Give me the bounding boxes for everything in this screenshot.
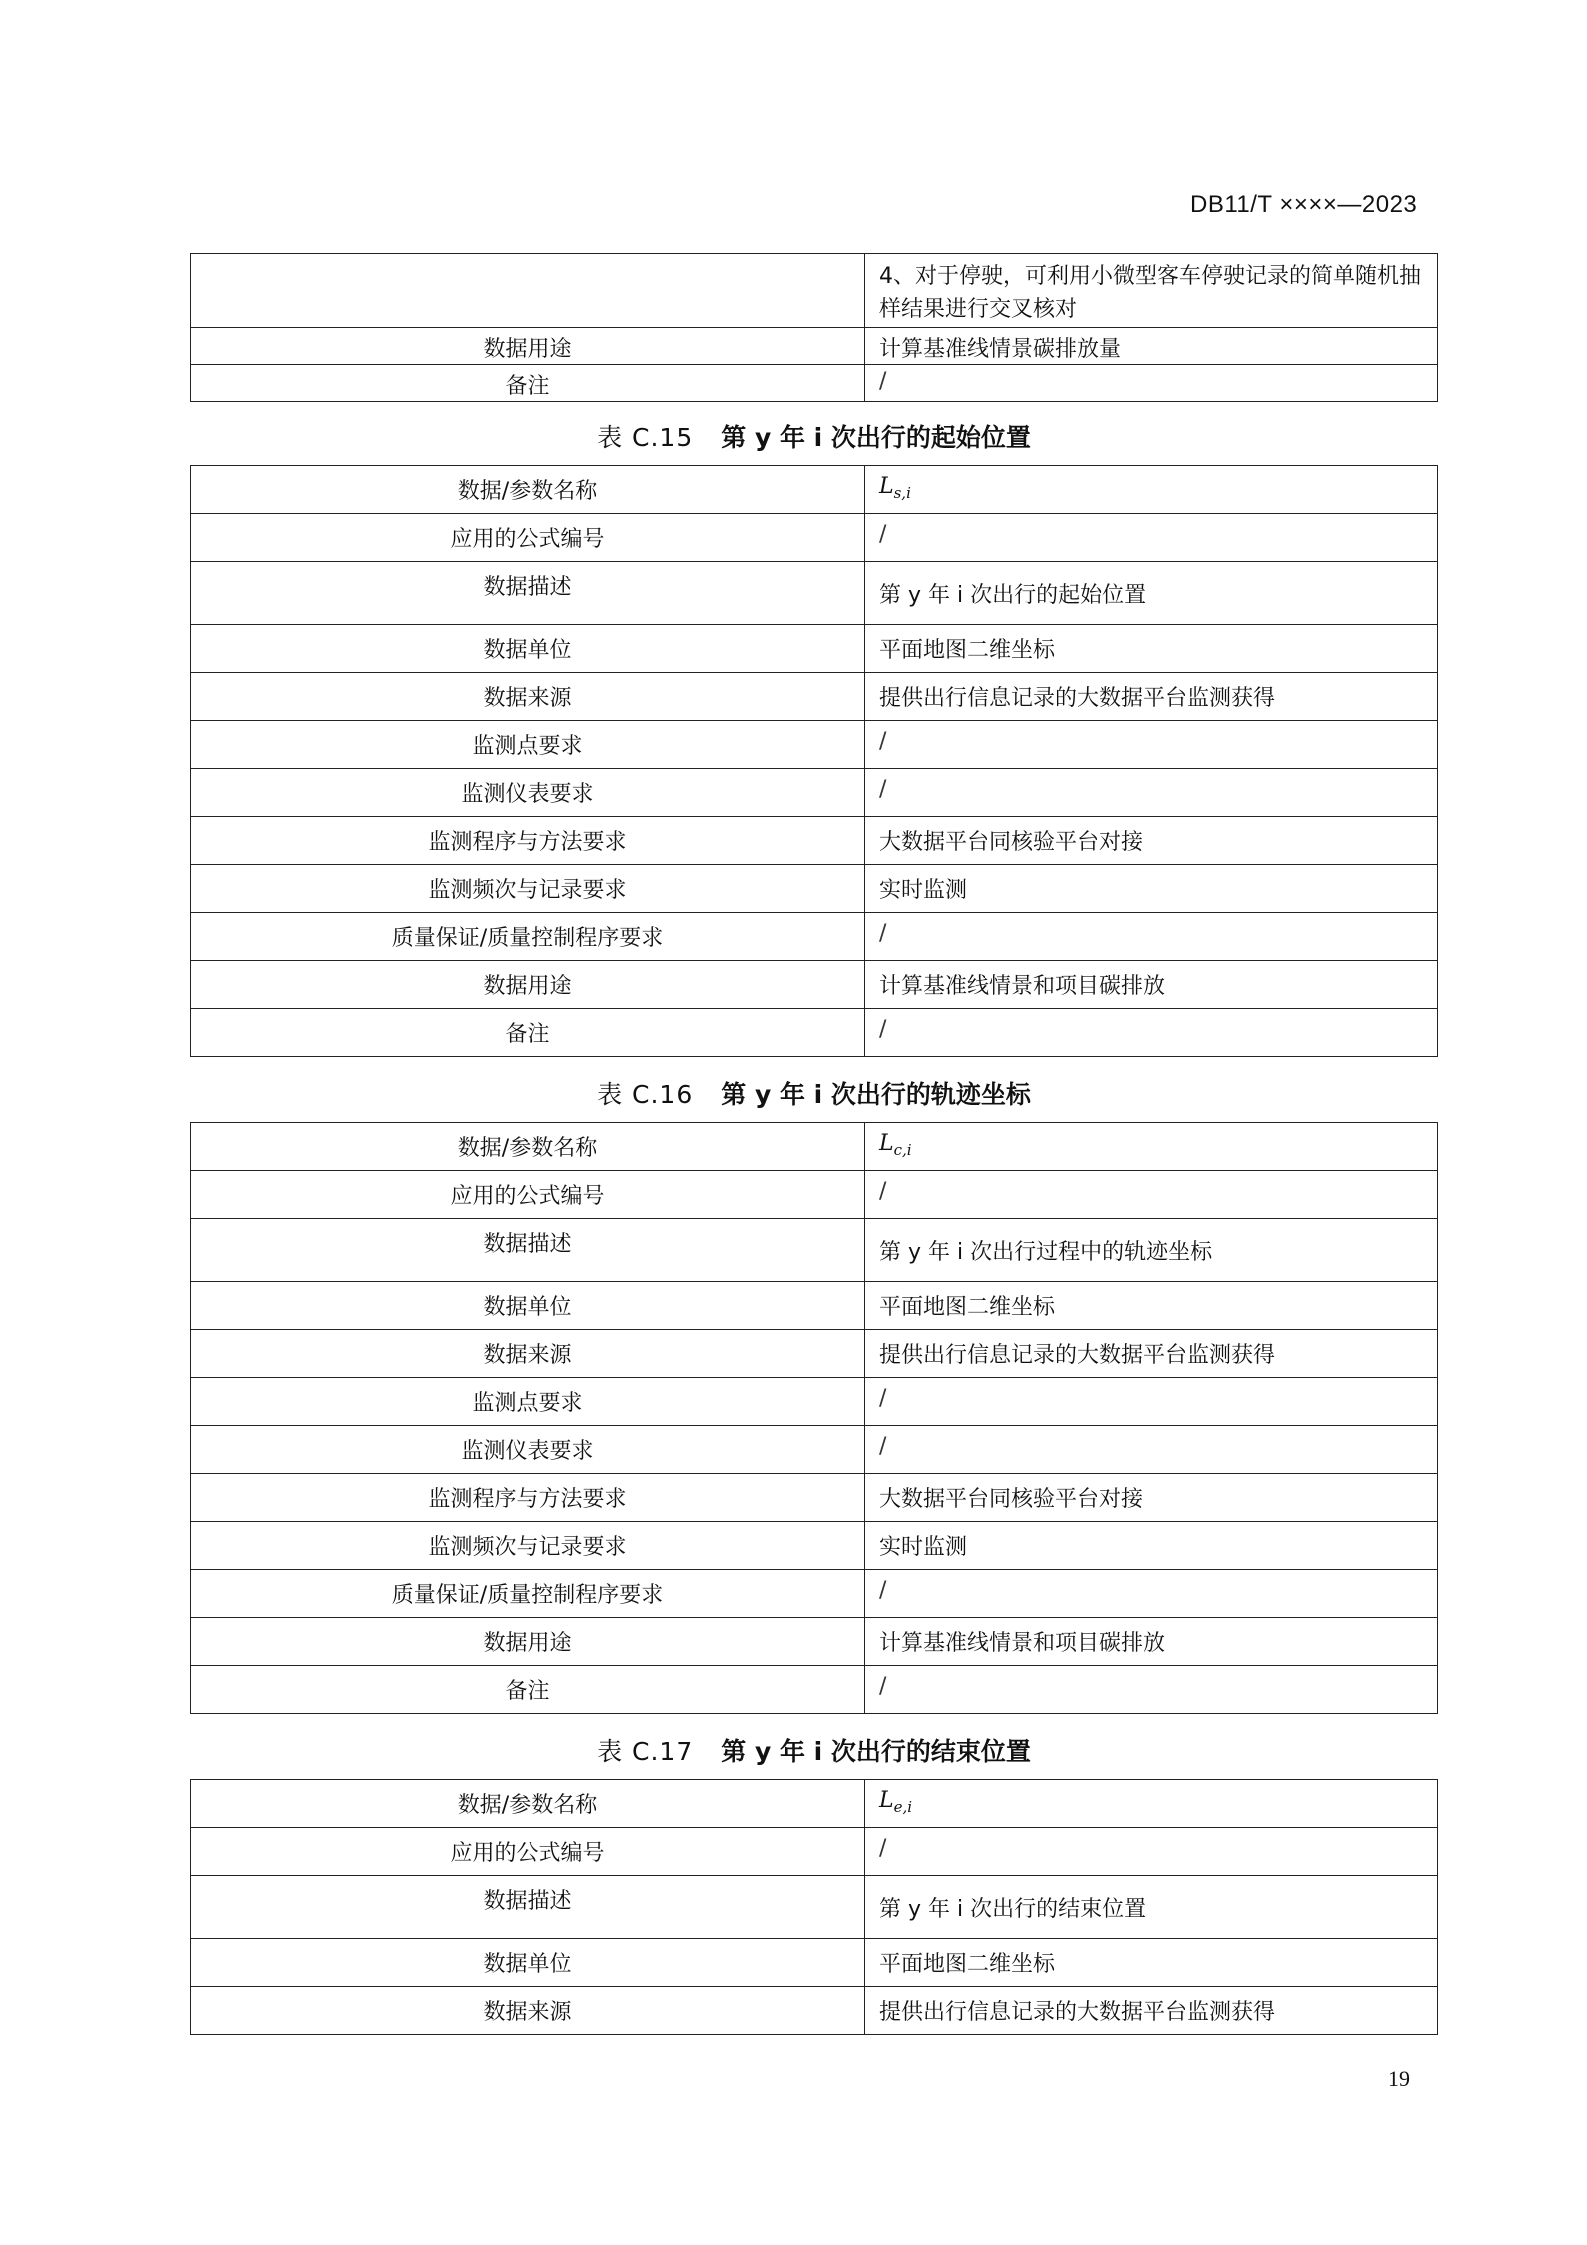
table-number: 表 C.17 — [597, 1737, 694, 1766]
row-value: 4、对于停驶，可利用小微型客车停驶记录的简单随机抽样结果进行交叉核对 — [865, 254, 1438, 328]
table-row — [191, 514, 1438, 562]
table-row — [191, 1780, 1438, 1828]
row-label: 应用的公式编号 — [191, 514, 865, 562]
table-caption — [190, 1075, 1438, 1111]
row-value: / — [865, 913, 1438, 961]
parameter-symbol: $L_{e,i}$ — [865, 1780, 1438, 1828]
row-value: 第 y 年 i 次出行的起始位置 — [865, 562, 1438, 625]
table-c16 — [190, 1122, 1438, 1714]
table-row — [191, 769, 1438, 817]
parameter-symbol: $L_{c,i}$ — [865, 1123, 1438, 1171]
row-label: 数据描述 — [191, 1876, 865, 1939]
table-row — [191, 721, 1438, 769]
row-label: 数据单位 — [191, 1282, 865, 1330]
row-label: 备注 — [191, 365, 865, 402]
row-value: 提供出行信息记录的大数据平台监测获得 — [865, 1330, 1438, 1378]
table-row — [191, 328, 1438, 365]
row-value: 第 y 年 i 次出行的结束位置 — [865, 1876, 1438, 1939]
row-value: / — [865, 1666, 1438, 1714]
row-label: 监测仪表要求 — [191, 769, 865, 817]
table-row — [191, 1426, 1438, 1474]
row-value: / — [865, 1009, 1438, 1057]
table-row — [191, 865, 1438, 913]
row-label: 应用的公式编号 — [191, 1828, 865, 1876]
table-row — [191, 1009, 1438, 1057]
table-c17 — [190, 1779, 1438, 2035]
row-value: 大数据平台同核验平台对接 — [865, 817, 1438, 865]
table-row — [191, 1330, 1438, 1378]
row-value: / — [865, 1171, 1438, 1219]
table-caption — [190, 1732, 1438, 1768]
row-value: 提供出行信息记录的大数据平台监测获得 — [865, 1987, 1438, 2035]
row-label: 数据来源 — [191, 1330, 865, 1378]
row-label: 数据描述 — [191, 1219, 865, 1282]
table-row — [191, 913, 1438, 961]
row-label: 监测频次与记录要求 — [191, 1522, 865, 1570]
table-row — [191, 1171, 1438, 1219]
table-row — [191, 562, 1438, 625]
row-value: / — [865, 721, 1438, 769]
table-row — [191, 1828, 1438, 1876]
table-row — [191, 466, 1438, 514]
table-row — [191, 817, 1438, 865]
parameter-symbol: $L_{s,i}$ — [865, 466, 1438, 514]
row-label: 数据/参数名称 — [191, 466, 865, 514]
row-label: 数据描述 — [191, 562, 865, 625]
row-value: 计算基准线情景碳排放量 — [865, 328, 1438, 365]
table-row — [191, 1219, 1438, 1282]
row-label: 监测频次与记录要求 — [191, 865, 865, 913]
row-label: 质量保证/质量控制程序要求 — [191, 913, 865, 961]
row-value: / — [865, 514, 1438, 562]
row-value: / — [865, 769, 1438, 817]
table-row — [191, 1618, 1438, 1666]
row-label: 应用的公式编号 — [191, 1171, 865, 1219]
row-value: / — [865, 1570, 1438, 1618]
row-label: 监测点要求 — [191, 1378, 865, 1426]
row-value: 大数据平台同核验平台对接 — [865, 1474, 1438, 1522]
table-row — [191, 1522, 1438, 1570]
row-value: / — [865, 365, 1438, 402]
table-row — [191, 1474, 1438, 1522]
table-row — [191, 1282, 1438, 1330]
row-label: 备注 — [191, 1666, 865, 1714]
table-number: 表 C.16 — [597, 1080, 694, 1109]
row-label: 数据/参数名称 — [191, 1780, 865, 1828]
row-label: 监测点要求 — [191, 721, 865, 769]
row-label: 数据/参数名称 — [191, 1123, 865, 1171]
table-row — [191, 961, 1438, 1009]
table-row — [191, 1666, 1438, 1714]
table-row — [191, 1123, 1438, 1171]
row-label: 数据单位 — [191, 1939, 865, 1987]
table-title: 第 y 年 i 次出行的轨迹坐标 — [721, 1080, 1031, 1109]
row-label: 备注 — [191, 1009, 865, 1057]
table-row — [191, 673, 1438, 721]
row-value: 计算基准线情景和项目碳排放 — [865, 961, 1438, 1009]
row-label: 监测仪表要求 — [191, 1426, 865, 1474]
table-row — [191, 625, 1438, 673]
table-title: 第 y 年 i 次出行的起始位置 — [721, 423, 1031, 452]
table-row — [191, 1876, 1438, 1939]
table-c15 — [190, 465, 1438, 1057]
row-label: 数据来源 — [191, 1987, 865, 2035]
row-value: 平面地图二维坐标 — [865, 625, 1438, 673]
continued-table — [190, 253, 1438, 402]
row-label: 监测程序与方法要求 — [191, 817, 865, 865]
row-value: 提供出行信息记录的大数据平台监测获得 — [865, 673, 1438, 721]
row-label: 数据用途 — [191, 961, 865, 1009]
table-row — [191, 1570, 1438, 1618]
table-number: 表 C.15 — [597, 423, 694, 452]
row-value: 实时监测 — [865, 865, 1438, 913]
document-code-header: DB11/T ××××—2023 — [1190, 191, 1418, 218]
table-row — [191, 1939, 1438, 1987]
table-title: 第 y 年 i 次出行的结束位置 — [721, 1737, 1031, 1766]
row-value: 实时监测 — [865, 1522, 1438, 1570]
row-value: 计算基准线情景和项目碳排放 — [865, 1618, 1438, 1666]
row-label: 数据单位 — [191, 625, 865, 673]
table-row — [191, 254, 1438, 328]
table-row — [191, 1378, 1438, 1426]
table-row — [191, 1987, 1438, 2035]
row-value: 第 y 年 i 次出行过程中的轨迹坐标 — [865, 1219, 1438, 1282]
table-row — [191, 365, 1438, 402]
row-label — [191, 254, 865, 328]
table-caption — [190, 418, 1438, 454]
row-value: 平面地图二维坐标 — [865, 1282, 1438, 1330]
row-value: / — [865, 1426, 1438, 1474]
row-label: 数据用途 — [191, 328, 865, 365]
row-value: / — [865, 1828, 1438, 1876]
row-label: 数据用途 — [191, 1618, 865, 1666]
row-value: 平面地图二维坐标 — [865, 1939, 1438, 1987]
row-label: 质量保证/质量控制程序要求 — [191, 1570, 865, 1618]
page-number: 19 — [1388, 2066, 1410, 2091]
row-label: 监测程序与方法要求 — [191, 1474, 865, 1522]
row-label: 数据来源 — [191, 673, 865, 721]
row-value: / — [865, 1378, 1438, 1426]
